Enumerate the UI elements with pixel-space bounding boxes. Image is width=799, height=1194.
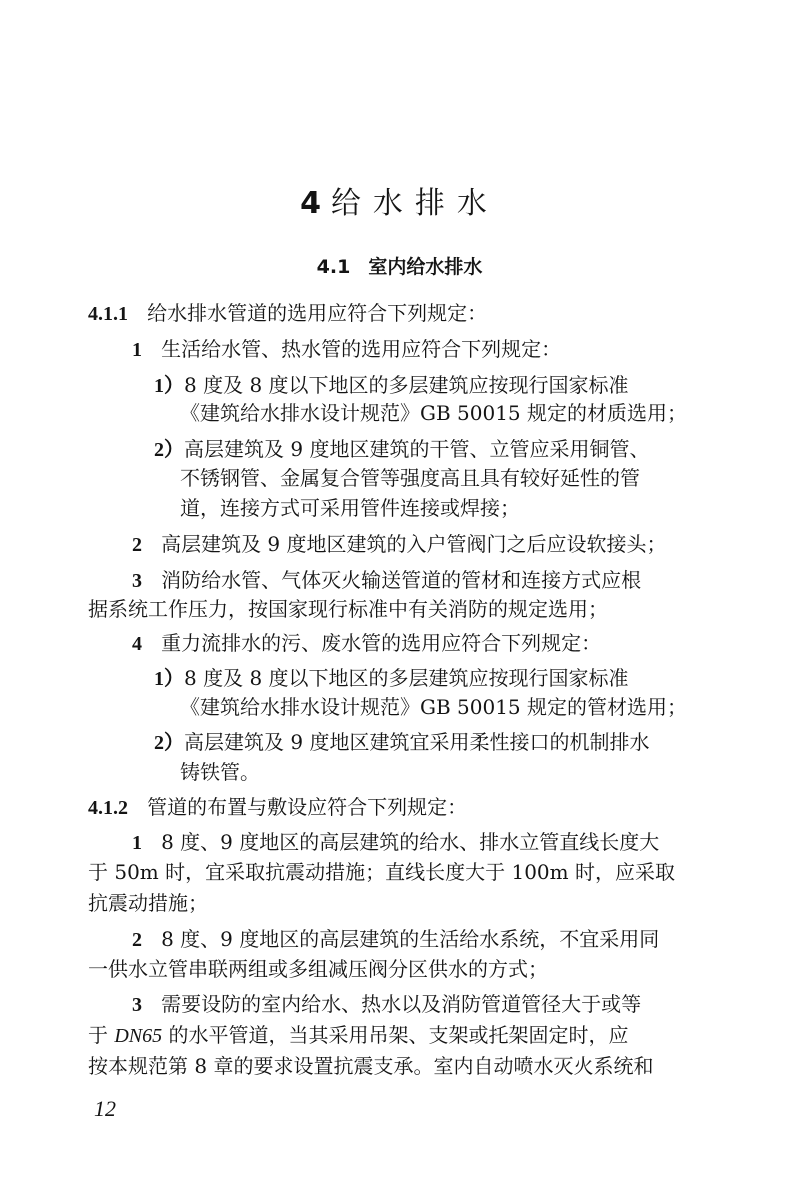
item-text: 生活给水管、热水管的选用应符合下列规定： (161, 337, 562, 361)
text-segment: 于 (88, 1023, 115, 1047)
item-label: 1 (132, 339, 142, 361)
section-title (0, 252, 799, 279)
subitem-1-2 (154, 436, 649, 463)
subitem-text: 高层建筑及 9 度地区建筑的干管、立管应采用铜管、 (184, 437, 650, 461)
item-label: 2 (132, 929, 142, 951)
pipe-size-label: DN65 (114, 1025, 163, 1047)
subitem-label: 1） (154, 375, 184, 397)
text-line (88, 1022, 629, 1049)
section-title-text: 室内给水排水 (368, 256, 483, 278)
clause-label: 4.1.2 (88, 797, 128, 819)
item-text: 需要设防的室内给水、热水以及消防管道管径大于或等 (161, 992, 642, 1016)
section-number: 4.1 (316, 256, 351, 278)
item-label: 3 (132, 570, 142, 592)
chapter-title (0, 178, 799, 222)
subitem-4-2 (154, 729, 649, 756)
item-3 (132, 567, 641, 594)
subitem-text: 8 度及 8 度以下地区的多层建筑应按现行国家标准 (184, 666, 629, 690)
clause-4-1-1 (88, 300, 487, 327)
text-line: 据系统工作压力，按国家现行标准中有关消防的规定选用； (88, 597, 608, 621)
text-line: 铸铁管。 (180, 760, 260, 784)
subitem-label: 1） (154, 668, 184, 690)
item-text: 8 度、9 度地区的高层建筑的生活给水系统，不宜采用同 (161, 927, 660, 951)
subitem-text: 8 度及 8 度以下地区的多层建筑应按现行国家标准 (184, 373, 629, 397)
subitem-label: 2） (154, 732, 184, 754)
item-4 (132, 630, 601, 657)
text-line: 不锈钢管、金属复合管等强度高且具有较好延性的管 (180, 466, 640, 490)
page-number: 12 (94, 1096, 116, 1121)
text-line: 道，连接方式可采用管件连接或焊接； (180, 496, 520, 520)
text-line: 按本规范第 8 章的要求设置抗震支承。室内自动喷水灭火系统和 (88, 1054, 654, 1078)
item-text: 8 度、9 度地区的高层建筑的给水、排水立管直线长度大 (161, 830, 660, 854)
item-label: 2 (132, 534, 142, 556)
item-1 (132, 336, 561, 363)
item-text: 高层建筑及 9 度地区建筑的入户管阀门之后应设软接头； (161, 532, 667, 556)
subitem-4-1 (154, 665, 629, 692)
item-3-b (132, 991, 641, 1018)
item-label: 1 (132, 832, 142, 854)
item-label: 3 (132, 994, 142, 1016)
subitem-1-1 (154, 372, 629, 399)
item-2 (132, 531, 667, 558)
text-line: 《建筑给水排水设计规范》GB 50015 规定的材质选用； (180, 401, 688, 425)
item-label: 4 (132, 633, 142, 655)
clause-text: 管道的布置与敷设应符合下列规定： (147, 795, 468, 819)
subitem-label: 2） (154, 439, 184, 461)
text-line: 《建筑给水排水设计规范》GB 50015 规定的管材选用； (180, 695, 688, 719)
subitem-text: 高层建筑及 9 度地区建筑宜采用柔性接口的机制排水 (184, 730, 650, 754)
text-segment: 的水平管道，当其采用吊架、支架或托架固定时，应 (162, 1023, 629, 1047)
item-1-b (132, 829, 659, 856)
clause-4-1-2 (88, 794, 467, 821)
item-text: 消防给水管、气体灭火输送管道的管材和连接方式应根 (161, 568, 642, 592)
text-line: 一供水立管串联两组或多组减压阀分区供水的方式； (88, 957, 548, 981)
chapter-title-text: 给水排水 (330, 186, 499, 221)
text-line: 于 50m 时，宜采取抗震动措施；直线长度大于 100m 时，应采取 (88, 860, 675, 884)
text-line: 抗震动措施； (88, 891, 208, 915)
item-text: 重力流排水的污、废水管的选用应符合下列规定： (161, 631, 602, 655)
chapter-number: 4 (300, 186, 321, 221)
item-2-b (132, 926, 659, 953)
clause-label: 4.1.1 (88, 303, 128, 325)
clause-text: 给水排水管道的选用应符合下列规定： (147, 301, 488, 325)
